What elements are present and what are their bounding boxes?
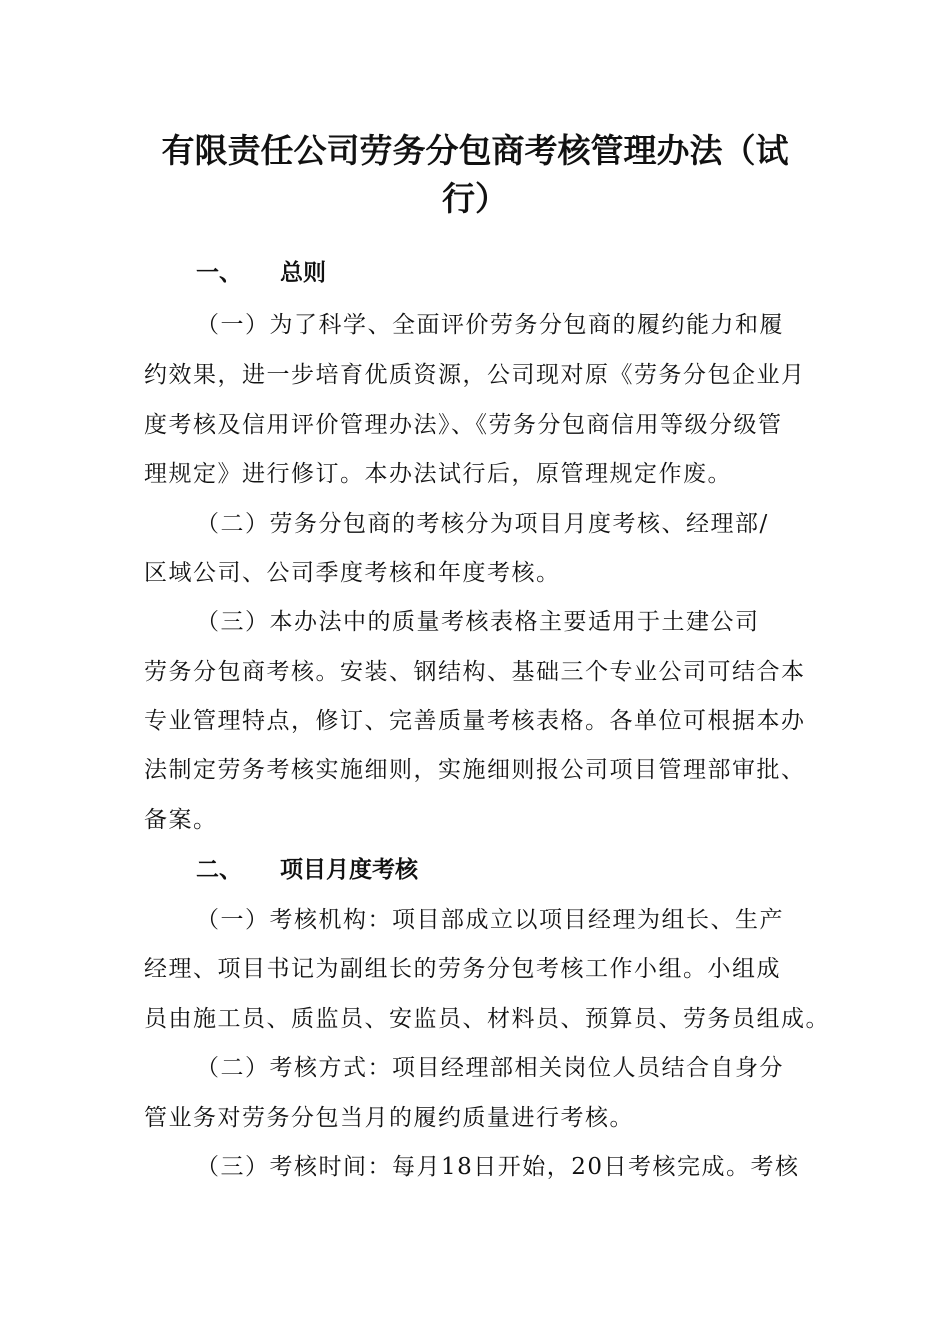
document-title-line2: 行） xyxy=(442,179,508,218)
paragraph-line: 劳务分包商考核。安装、钢结构、基础三个专业公司可结合本 xyxy=(144,659,806,685)
paragraph-line: 经理、项目书记为副组长的劳务分包考核工作小组。小组成 xyxy=(144,956,781,982)
paragraph-line: 管业务对劳务分包当月的履约质量进行考核。 xyxy=(144,1105,634,1131)
paragraph-line: 理规定》进行修订。本办法试行后，原管理规定作废。 xyxy=(144,461,732,487)
paragraph-line: （三）本办法中的质量考核表格主要适用于土建公司 xyxy=(196,609,760,635)
paragraph-line: 专业管理特点，修订、完善质量考核表格。各单位可根据本办 xyxy=(144,708,806,734)
paragraph-line: （一）为了科学、全面评价劳务分包商的履约能力和履 xyxy=(196,312,784,338)
section-number: 一、 xyxy=(196,260,242,286)
paragraph-line: 区域公司、公司季度考核和年度考核。 xyxy=(144,560,561,586)
section-heading-general xyxy=(196,258,326,288)
paragraph-line: （三）考核时间：每月18日开始，20日考核完成。考核 xyxy=(196,1154,800,1180)
paragraph-line: （二）劳务分包商的考核分为项目月度考核、经理部/ xyxy=(196,511,769,537)
section-title: 总则 xyxy=(280,260,326,286)
paragraph-line: 约效果，进一步培育优质资源，公司现对原《劳务分包企业月 xyxy=(144,362,806,388)
paragraph-line: 员由施工员、质监员、安监员、材料员、预算员、劳务员组成。 xyxy=(144,1006,830,1032)
document-title-line1: 有限责任公司劳务分包商考核管理办法（试 xyxy=(161,131,789,170)
paragraph-line: 备案。 xyxy=(144,807,218,833)
paragraph-line: 度考核及信用评价管理办法》、《劳务分包商信用等级分级管 xyxy=(144,412,783,438)
section-number: 二、 xyxy=(196,857,242,883)
section-title: 项目月度考核 xyxy=(280,857,418,883)
paragraph-line: （二）考核方式：项目经理部相关岗位人员结合自身分 xyxy=(196,1055,784,1081)
paragraph-line: 法制定劳务考核实施细则，实施细则报公司项目管理部审批、 xyxy=(144,757,806,783)
paragraph-line: （一）考核机构：项目部成立以项目经理为组长、生产 xyxy=(196,907,784,933)
section-heading-monthly xyxy=(196,855,418,885)
